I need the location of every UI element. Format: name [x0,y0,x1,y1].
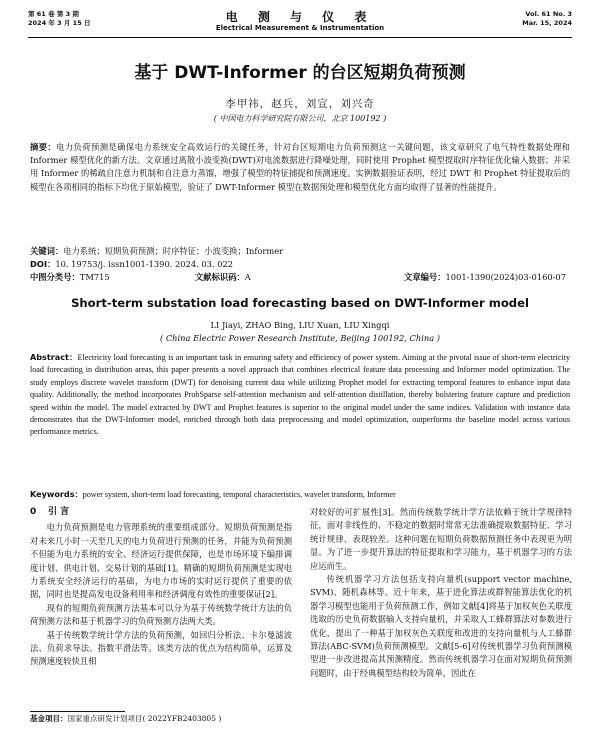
volume-issue-cn: 第 61 卷 第 3 期 [28,10,79,18]
body-right-column [310,506,572,680]
doi-value: 10. 19753/j. issn1001-1390. 2024. 03. 022 [55,259,234,269]
section-heading [30,506,292,519]
footnote-rule [30,711,125,712]
keywords-en-text: power system, short-term load forecasting, temporal characteristics, wavelet transform, Informer [82,490,396,499]
keywords-en-label: Keywords： [30,489,83,499]
header-rule [28,37,572,38]
paper-title-cn: 基于 DWT-Informer 的台区短期负荷预测 [134,63,466,83]
article-number: 文章编号：1001-1390(2024)03-0160-07 [404,272,566,282]
affiliation-cn: ( 中国电力科学研究院有限公司，北京 100192 ) [213,114,387,123]
abstract-cn-text: 电力负荷预测是确保电力系统安全高效运行的关键任务，针对台区短期电力负荷预测这一关键问题，该文章研究了电气特性数据处理和 Informer 模型优化的新方法。文章通过离散小波变换(DWT)对电流数据进行降噪处理，同时使用 Prophet 模型提取时序特征优化输入数据；并采用 Informer 的稀疏自注意力机制和自注意力蒸馏，增强了模型的特征捕捉和预测速度。实例数据验证表明，经过 DWT 和 Prophet 特征提取后的模型在各项相同的指标下均优于原始模型，验证了 DWT-Informer 模型在数据预处理和模型优化方面均取得了显著的性能提升。 [30,142,570,192]
keywords-cn-text: 电力系统；短期负荷预测；时序特征；小波变换；Informer [63,246,284,256]
funding-footnote [30,714,221,724]
body-left-column [30,506,292,669]
paragraph: 电力负荷预测是电力管理系统的重要组成部分。短期负荷预测是指对未来几小时一天至几天的电力负荷进行预测的任务，并能为负荷预测不但能为电力系统的安全、经济运行提供保障，也是市场环境下编排调度计划、供电计划、交易计划的基础[1]。精确的短期负荷预测是实现电力系统安全经济运行的基础，为电力市场的实时运行提供了重要的依据，同时也是提高发电设备利用率和经济调度有效性的重要保证[2]。 [30,522,292,600]
footnote-label: 基金项目： [30,714,68,723]
paragraph: 现有的短期负荷预测方法基本可以分为基于传统数学统计方法的负荷预测方法和基于机器学习的负荷预测方法两大类。 [30,602,292,627]
abstract-en [30,351,570,439]
abstract-en-label: Abstract： [30,352,78,362]
abstract-cn-label: 摘要： [30,142,57,152]
authors-en: LI Jiayi, ZHAO Bing, LIU Xuan, LIU Xingqi [210,320,390,330]
section-number: 0 [30,507,37,517]
doi-label: DOI： [30,259,56,269]
date-en: Mar. 15, 2024 [522,19,572,27]
authors-cn: 李甲祎，赵兵，刘宣，刘兴奇 [225,98,375,110]
journal-name-cn: 电 测 与 仪 表 [225,10,375,24]
paragraph: 传统机器学习方法包括支持向量机(support vector machine, SVM)、随机森林等。近十年来，基于进化算法或群智能算法优化的机器学习模型也能用于负荷预测工作，例如文献[4]将基于加权灰色关联度选取的历史负荷数据输入支持向量机，并采取人工蜂群算法对参数进行优化，提出了一种基于加权灰色关联度和改进的支持向量机与人工蜂群算法(ABC-SVM)负荷预测模型。文献[5-6]对传统机器学习负荷预测模型进一步改进提高其预测精度。然而传统机器学习在面对短期负荷预测问题时，由于经典模型结构较为简单，因此在 [310,574,572,678]
section-title: 引 言 [48,507,70,517]
keywords-cn [30,245,570,257]
paper-title-en: Short-term substation load forecasting based on DWT-Informer model [71,296,529,310]
paragraph: 对较好的可扩展性[3]。然而传统数学统计学方法依赖于统计学规律特征，面对非线性的、不稳定的数据时常常无法准确提取数据特征、学习统计规律、表现较差。这种问题在短期负荷数据预测任务中表现更为明显。为了进一步提升算法的特征提取和学习能力，基于机器学习的方法应运而生。 [310,507,572,571]
document-code: 文献标识码：A [195,272,251,282]
keywords-en [30,488,570,501]
doi-line [30,258,233,270]
header-right [522,10,572,28]
volume-issue-en: Vol. 61 No. 3 [525,10,572,18]
journal-header [28,10,572,36]
classification-line [30,271,570,283]
date-cn: 2024 年 3 月 15 日 [28,19,91,27]
footnote-text: 国家重点研发计划项目( 2022YFB2403805 ) [67,714,222,723]
journal-name-en: Electrical Measurement & Instrumentation [215,24,385,32]
header-center [28,10,572,33]
keywords-cn-label: 关键词： [30,246,64,256]
abstract-en-text: Electricity load forecasting is an important task in ensuring safety and efficiency of power system. Aiming at the pivotal issue of short-term electricity load forecasting in distribution areas, this paper presents a novel approach that combines electrical feature data processing and Informer model optimization. The study employs discrete wavelet transform (DWT) for denoising current data while utilizing Prophet model for extracting temporal features to enhance input data quality. Additionally, the method incorporates ProbSparse self-attention mechanism and self-attention distillation, thereby bolstering feature capture and prediction speed within the model. The model extracted by DWT and Prophet features is superior to the original model under the same indices. Validation with instance data demonstrates that the DWT-Informer model, enriched through both data preprocessing and model optimization, outperforms the baseline model across various performance metrics. [30,353,570,437]
abstract-cn [30,141,570,194]
paragraph: 基于传统数学统计学方法的负荷预测，如回归分析法、卡尔曼滤波法、负荷求导法、指数平滑法等。该类方法的优点为结构简单，运算及预测速度较快且相 [30,629,292,667]
clc-number: 中图分类号：TM715 [30,272,110,282]
affiliation-en: ( China Electric Power Research Institute, Beijing 100192, China ) [159,333,441,343]
